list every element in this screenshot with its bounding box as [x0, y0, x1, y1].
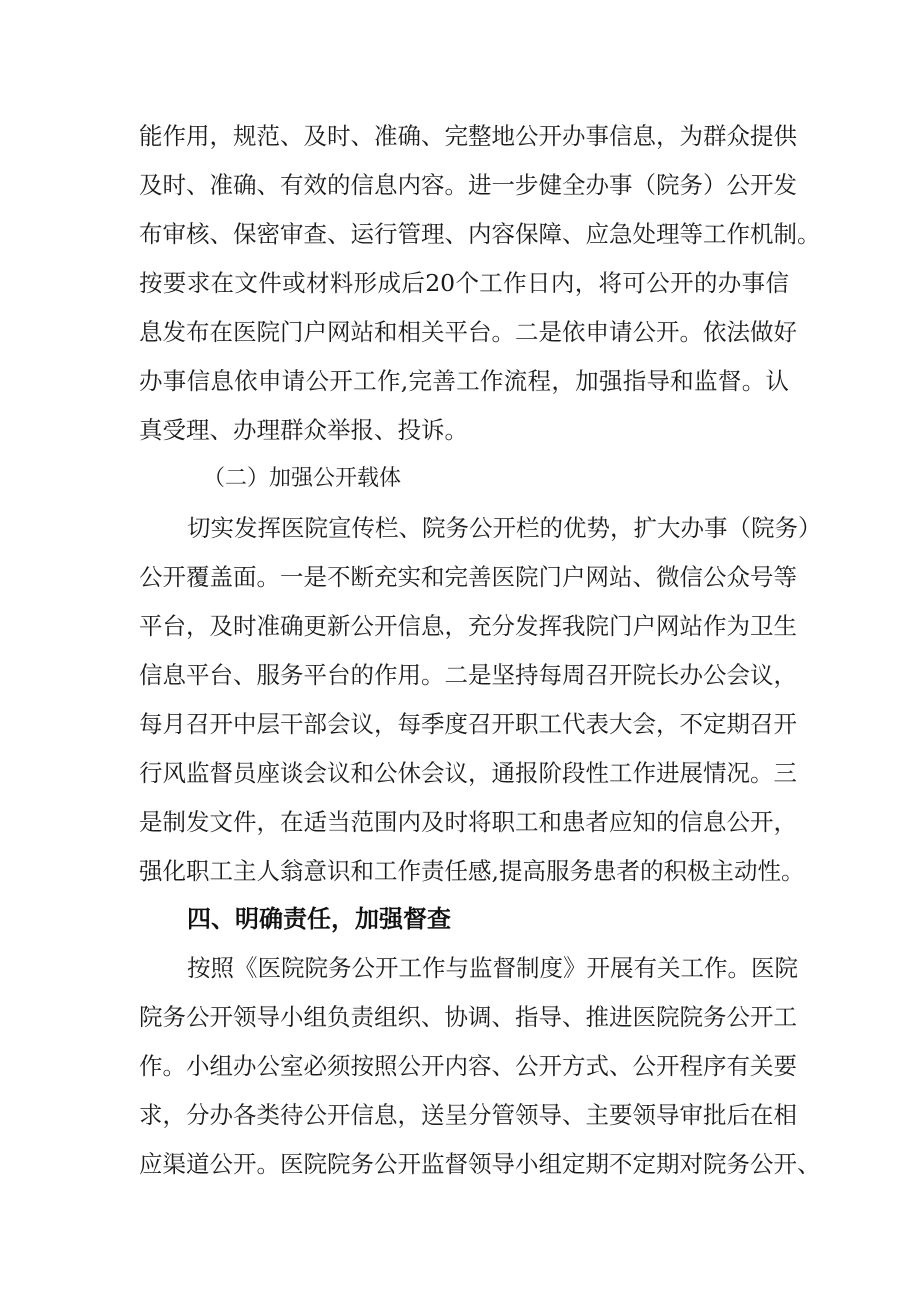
body-text-line: 信息平台、服务平台的作用。二是坚持每周召开院长办公会议，	[139, 661, 797, 689]
body-text-line: 切实发挥医院宣传栏、院务公开栏的优势，扩大办事（院务）	[187, 514, 822, 542]
body-text-line: 息发布在医院门户网站和相关平台。二是依申请公开。依法做好	[139, 318, 797, 346]
body-text-line: 平台，及时准确更新公开信息，充分发挥我院门户网站作为卫生	[139, 612, 797, 640]
body-text-line: 是制发文件，在适当范围内及时将职工和患者应知的信息公开，	[139, 808, 797, 836]
body-text-line: 每月召开中层干部会议，每季度召开职工代表大会，不定期召开	[139, 710, 797, 738]
body-text-line: 按要求在文件或材料形成后20个工作日内，将可公开的办事信	[139, 269, 789, 297]
section-heading: 四、明确责任，加强督查	[187, 905, 451, 933]
body-text-line: 强化职工主人翁意识和工作责任感,提高服务患者的积极主动性。	[139, 857, 805, 885]
body-text-line: 求，分办各类待公开信息，送呈分管领导、主要领导审批后在相	[139, 1101, 797, 1129]
subsection-title: （二）加强公开载体	[203, 466, 402, 491]
body-text-line: 院务公开领导小组负责组织、协调、指导、推进医院院务公开工	[139, 1003, 797, 1031]
body-text-line: 能作用，规范、及时、准确、完整地公开办事信息，为群众提供	[139, 122, 797, 150]
body-text-line: 作。小组办公室必须按照公开内容、公开方式、公开程序有关要	[139, 1052, 797, 1080]
body-text-line: 公开覆盖面。一是不断充实和完善医院门户网站、微信公众号等	[139, 563, 797, 591]
body-text-line: 办事信息依申请公开工作,完善工作流程，加强指导和监督。认	[139, 367, 789, 395]
body-text-line: 行风监督员座谈会议和公休会议，通报阶段性工作进展情况。三	[139, 759, 797, 787]
body-text-line: 应渠道公开。医院院务公开监督领导小组定期不定期对院务公开、	[139, 1150, 821, 1178]
body-text-line: 按照《医院院务公开工作与监督制度》开展有关工作。医院	[187, 954, 798, 982]
body-text-line: 布审核、保密审查、运行管理、内容保障、应急处理等工作机制。	[139, 220, 821, 248]
body-text-line: 真受理、办理群众举报、投诉。	[139, 416, 468, 444]
body-text-line: 及时、准确、有效的信息内容。进一步健全办事（院务）公开发	[139, 171, 797, 199]
